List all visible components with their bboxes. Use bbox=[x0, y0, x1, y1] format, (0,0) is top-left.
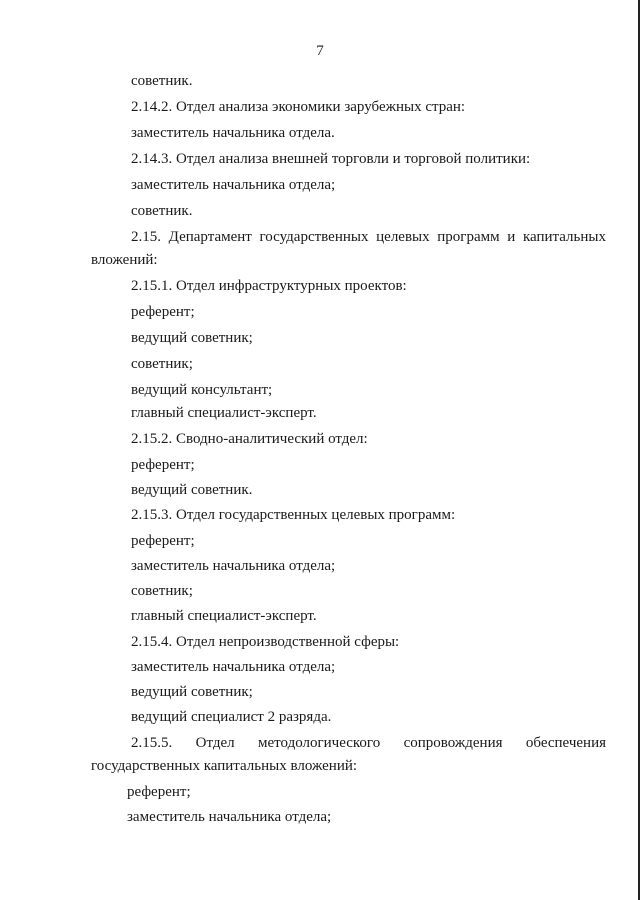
section-heading: 2.14.3. Отдел анализа внешней торговли и торговой политики: bbox=[131, 151, 531, 167]
section-heading-continuation: вложений: bbox=[91, 252, 158, 268]
text-line: ведущий советник; bbox=[131, 684, 253, 700]
section-heading: 2.15. Департамент государственных целевых программ и капитальных bbox=[131, 229, 606, 245]
text-line: заместитель начальника отдела; bbox=[131, 659, 336, 675]
text-line: ведущий советник. bbox=[131, 482, 253, 498]
text-line: ведущий консультант; bbox=[131, 382, 273, 398]
text-line: заместитель начальника отдела; bbox=[131, 558, 336, 574]
text-line: референт; bbox=[127, 784, 191, 800]
text-line: референт; bbox=[131, 304, 195, 320]
section-heading: 2.15.4. Отдел непроизводственной сферы: bbox=[131, 634, 400, 650]
section-heading: 2.15.5. Отдел методологического сопровождения обеспечения bbox=[131, 735, 606, 751]
text-line: заместитель начальника отдела; bbox=[127, 809, 332, 825]
text-line: ведущий советник; bbox=[131, 330, 253, 346]
text-line: советник. bbox=[131, 73, 193, 89]
section-heading: 2.15.3. Отдел государственных целевых программ: bbox=[131, 507, 456, 523]
text-line: советник. bbox=[131, 203, 193, 219]
text-line: заместитель начальника отдела; bbox=[131, 177, 336, 193]
text-line: главный специалист-эксперт. bbox=[131, 608, 317, 624]
section-heading: 2.15.1. Отдел инфраструктурных проектов: bbox=[131, 278, 407, 294]
section-heading-continuation: государственных капитальных вложений: bbox=[91, 758, 358, 774]
text-line: советник; bbox=[131, 356, 193, 372]
text-line: референт; bbox=[131, 457, 195, 473]
section-heading: 2.15.2. Сводно-аналитический отдел: bbox=[131, 431, 368, 447]
text-line: ведущий специалист 2 разряда. bbox=[131, 709, 332, 725]
section-heading: 2.14.2. Отдел анализа экономики зарубежных стран: bbox=[131, 99, 466, 115]
text-line: заместитель начальника отдела. bbox=[131, 125, 335, 141]
page-number: 7 bbox=[316, 43, 324, 59]
text-line: референт; bbox=[131, 533, 195, 549]
text-line: главный специалист-эксперт. bbox=[131, 405, 317, 421]
text-line: советник; bbox=[131, 583, 193, 599]
